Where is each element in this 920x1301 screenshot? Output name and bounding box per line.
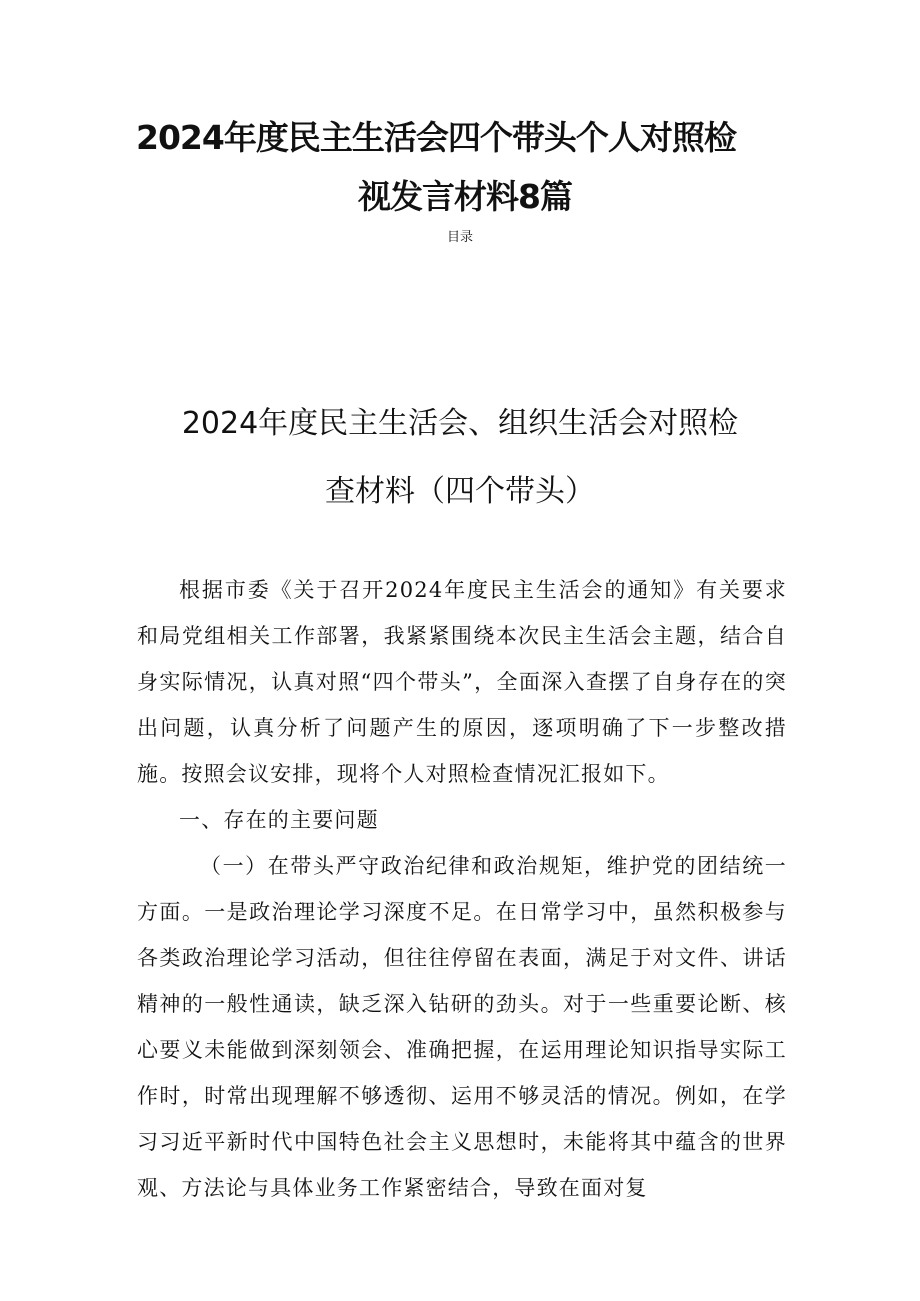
intro-paragraph: 根据市委《关于召开2024年度民主生活会的通知》有关要求和局党组相关工作部署，我紧紧围绕本次民主生活会主题，结合自身实际情况，认真对照“四个带头”，全面深入查摆了自身存在的突出问题，认真分析了问题产生的原因，逐项明确了下一步整改措施。按照会议安排，现将个人对照检查情况汇报如下。: [137, 578, 787, 786]
body-text: [137, 567, 787, 1211]
document-title-line2: 视发言材料8篇: [358, 177, 572, 216]
table-of-contents-label[interactable]: 目录: [446, 230, 473, 245]
document-title-line1: 2024年度民主生活会四个带头个人对照检: [136, 118, 736, 157]
problem-paragraph-1: （一）在带头严守政治纪律和政治规矩，维护党的团结统一方面。一是政治理论学习深度不足。在日常学习中，虽然积极参与各类政治理论学习活动，但往往停留在表面，满足于对文件、讲话精神的一般性通读，缺乏深入钻研的劲头。对于一些重要论断、核心要义未能做到深刻领会、准确把握，在运用理论知识指导实际工作时，时常出现理解不够透彻、运用不够灵活的情况。例如，在学习习近平新时代中国特色社会主义思想时，未能将其中蕴含的世界观、方法论与具体业务工作紧密结合，导致在面对复: [137, 854, 787, 1200]
section-title-line2: 查材料（四个带头）: [325, 474, 595, 509]
section-title-line1: 2024年度民主生活会、组织生活会对照检: [181, 406, 739, 441]
heading-main-problems: 一、存在的主要问题: [179, 808, 379, 832]
